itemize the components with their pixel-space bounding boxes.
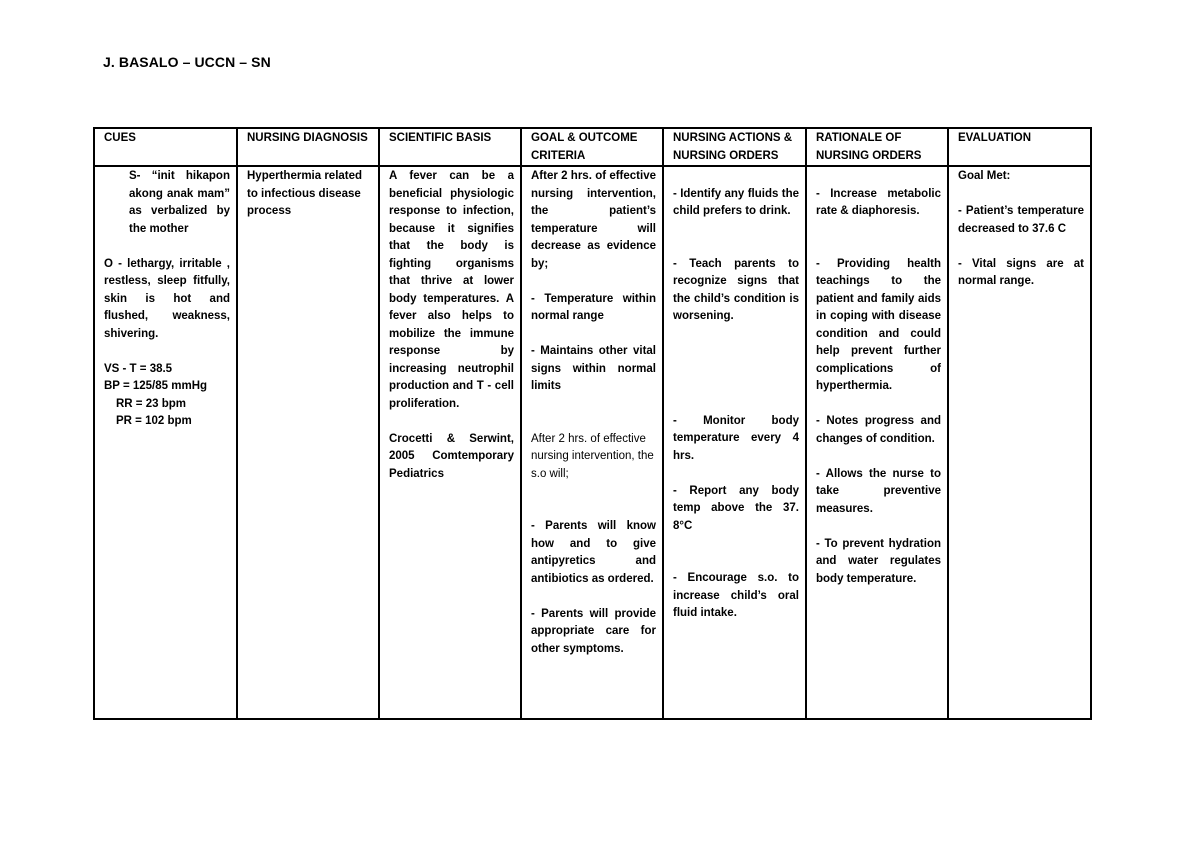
nursing-care-plan-table — [93, 127, 1092, 720]
rationale-item: - Allows the nurse to take preventive measures. — [816, 467, 941, 515]
rationale-item: - To prevent hydration and water regulates body temperature. — [816, 537, 941, 585]
column-header-basis: SCIENTIFIC BASIS — [379, 128, 521, 166]
goal-intro-so: After 2 hrs. of effective nursing intervention, the s.o will; — [531, 432, 654, 480]
evaluation-cell — [948, 166, 1091, 719]
rationale-cell — [806, 166, 948, 719]
column-header-goal: GOAL & OUTCOME CRITERIA — [521, 128, 663, 166]
vital-sign-pr: PR = 102 bpm — [116, 415, 192, 427]
rationale-item: - Providing health teachings to the patient and family aids in coping with disease condition and could help prevent further complications of hyperthermia. — [816, 257, 941, 392]
goal-cell — [521, 166, 663, 719]
cues-cell — [94, 166, 237, 719]
rationale-item: - Notes progress and changes of condition. — [816, 415, 941, 445]
nursing-action: - Teach parents to recognize signs that the child’s condition is worsening. — [673, 257, 799, 322]
nursing-action: - Monitor body temperature every 4 hrs. — [673, 414, 799, 462]
column-header-actions: NURSING ACTIONS & NURSING ORDERS — [663, 128, 806, 166]
diagnosis-cell — [237, 166, 379, 719]
vital-sign-rr: RR = 23 bpm — [116, 397, 186, 410]
care-plan-row — [94, 166, 1091, 719]
rationale-item: - Increase metabolic rate & diaphoresis. — [816, 187, 941, 217]
nursing-action: - Report any body temp above the 37. 8°C — [673, 484, 799, 532]
basis-cell — [379, 166, 521, 719]
goal-item: - Parents will provide appropriate care for other symptoms. — [531, 607, 656, 655]
nursing-diagnosis: Hyperthermia related to infectious disease process — [247, 170, 363, 217]
goal-item: - Temperature within normal range — [531, 292, 656, 322]
goal-item: - Maintains other vital signs within normal limits — [531, 345, 656, 392]
nursing-action: - Encourage s.o. to increase child’s oral fluid intake. — [673, 572, 799, 619]
vital-sign-temperature: VS - T = 38.5 — [104, 362, 173, 375]
evaluation-item: - Vital signs are at normal range. — [958, 257, 1084, 287]
scientific-basis-reference: Crocetti & Serwint, 2005 Comtemporary Pediatrics — [389, 432, 514, 480]
actions-cell — [663, 166, 806, 719]
column-header-cues: CUES — [94, 128, 237, 166]
evaluation-status: Goal Met: — [958, 170, 1011, 182]
vital-sign-bp: BP = 125/85 mmHg — [104, 380, 208, 392]
scientific-basis-text: A fever can be a beneficial physiologic response to infection, because it signifies that the body is fighting organisms that thrive at lower body temperatures. A fever also helps to mobilize the immune response by increasing neutrophil production and T - cell proliferation. — [389, 170, 514, 410]
goal-intro-patient: After 2 hrs. of effective nursing intervention, the patient’s temperature will decrease as evidence by; — [531, 170, 656, 270]
header-row — [94, 128, 1091, 166]
goal-item: - Parents will know how and to give antipyretics and antibiotics as ordered. — [531, 520, 656, 585]
column-header-rationale: RATIONALE OF NURSING ORDERS — [806, 128, 948, 166]
evaluation-item: - Patient’s temperature decreased to 37.6 C — [958, 205, 1084, 235]
subjective-cue: S- “init hikapon akong anak mam” as verbalized by the mother — [129, 170, 230, 235]
column-header-evaluation: EVALUATION — [948, 128, 1091, 166]
objective-cue: O - lethargy, irritable , restless, sleep fitfully, skin is hot and flushed, weakness, shivering. — [104, 257, 230, 340]
nursing-action: - Identify any fluids the child prefers to drink. — [673, 187, 799, 217]
column-header-diagnosis: NURSING DIAGNOSIS — [237, 128, 379, 166]
document-header: J. BASALO – UCCN – SN — [103, 54, 271, 70]
